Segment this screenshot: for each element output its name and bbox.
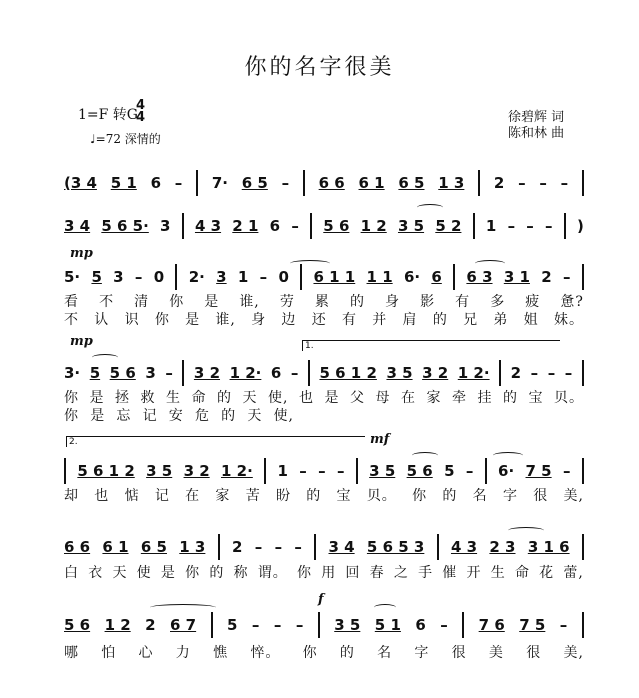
lyric-char: 字: [414, 645, 430, 661]
lyric-char: 心: [138, 645, 154, 661]
lyric-char: 记: [142, 408, 158, 424]
lyric-char: 使,: [273, 408, 294, 424]
dash: –: [254, 538, 263, 556]
dash: –: [251, 616, 260, 634]
dash: –: [560, 174, 569, 192]
key-signature: 1=F 转G: [78, 107, 138, 123]
lyric-char: 劳: [279, 294, 295, 310]
lyric-char: 命: [514, 565, 530, 581]
lyric-char: 贝。: [366, 488, 397, 504]
barline: [582, 360, 584, 386]
notation-row-6: [64, 534, 584, 560]
lyric-char: 的: [209, 565, 225, 581]
dynamic-f: f: [318, 592, 324, 607]
note-group: 6: [431, 268, 442, 286]
note-group: 4 3: [450, 538, 478, 556]
notation-row-1: [64, 170, 584, 196]
note-group: 6: [150, 174, 162, 192]
lyric-char: 也: [298, 390, 314, 406]
note-group: 5 6: [64, 616, 91, 634]
barline: [314, 534, 316, 560]
note-group: 5 6 1 2: [77, 462, 135, 480]
note-group: 5 1: [374, 616, 401, 634]
note-group: 1 3: [438, 174, 465, 192]
lyric-char: 称: [233, 565, 249, 581]
lyric-char: 你: [64, 390, 79, 406]
lyric-char: 识: [124, 312, 140, 328]
lyric-char: 怕: [101, 645, 117, 661]
lyric-char: 贝。: [553, 390, 584, 406]
lyric-char: 肩: [402, 312, 418, 328]
barline: [211, 612, 213, 638]
lyric-char: 你: [64, 408, 79, 424]
dynamic-mp: mp: [70, 246, 93, 261]
note-group: 3: [113, 268, 124, 286]
lyric-char: 之: [393, 565, 409, 581]
lyric-char: 清: [134, 294, 150, 310]
note-group: 6 7: [170, 616, 197, 634]
lyric-char: 的: [221, 408, 237, 424]
note-group: 3 4: [64, 217, 91, 235]
lyric-char: 累: [314, 294, 330, 310]
note-group: 5 2: [435, 217, 462, 235]
dash: –: [564, 364, 573, 382]
note-group: 3 5: [146, 462, 173, 480]
barline: [175, 264, 177, 290]
barline: [182, 360, 184, 386]
lyric-char: 救: [140, 390, 156, 406]
lyric-char: 还: [311, 312, 327, 328]
lyric-char: 手: [418, 565, 434, 581]
lyric-char: 蕾,: [563, 565, 584, 581]
lyric-char: 谁,: [215, 312, 236, 328]
dash: –: [174, 174, 183, 192]
lyric-char: 用: [321, 565, 337, 581]
lyric-char: 拯: [115, 390, 130, 406]
lyric-char: 惫?: [560, 294, 584, 310]
note-group: 2: [541, 268, 552, 286]
lyric-char: 谓。: [257, 565, 288, 581]
lyric-line-5: [64, 485, 584, 505]
barline: [473, 213, 475, 239]
lyric-char: 的: [306, 488, 322, 504]
dash: –: [545, 217, 553, 235]
volta-first-ending: 1.: [302, 340, 560, 351]
dash: –: [562, 268, 571, 286]
song-title: 你的名字很美: [244, 55, 395, 80]
note-group: 2: [510, 364, 522, 382]
tempo-marking: ♩=72 深情的: [90, 132, 161, 146]
lyric-char: 边: [281, 312, 297, 328]
barline: [582, 170, 584, 196]
dash: –: [559, 616, 568, 634]
lyric-char: 憔: [213, 645, 229, 661]
lyric-char: 的: [349, 294, 365, 310]
note-group: 3 5: [369, 462, 396, 480]
notation-row-2: [64, 213, 584, 239]
barline: [196, 170, 198, 196]
lyric-char: 影: [420, 294, 436, 310]
note-group: 5: [89, 364, 101, 382]
note-group: 5: [444, 462, 455, 480]
lyric-char: 力: [175, 645, 191, 661]
dash: –: [336, 462, 345, 480]
note-group: 2: [493, 174, 505, 192]
note-group: 3: [216, 268, 227, 286]
note-group: 1: [237, 268, 249, 286]
lyric-char: 危: [194, 408, 210, 424]
lyric-char: 名: [472, 488, 488, 504]
notation-row-7: [64, 612, 584, 638]
barline: [182, 213, 184, 239]
barline: [264, 458, 266, 484]
note-group: 3 5: [334, 616, 361, 634]
lyric-char: 字: [502, 488, 518, 504]
note-group: 2·: [188, 268, 205, 286]
lyric-char: 是: [204, 294, 220, 310]
lyric-char: 家: [426, 390, 442, 406]
dash: –: [165, 364, 173, 382]
note-group: 3 1 6: [527, 538, 570, 556]
lyric-char: 是: [324, 390, 340, 406]
note-group: 5: [91, 268, 102, 286]
note-group: 1 2·: [229, 364, 262, 382]
lyric-char: 白: [64, 565, 79, 581]
note-group: 5 6: [109, 364, 136, 382]
lyric-char: 回: [345, 565, 361, 581]
lyric-char: 悴。: [250, 645, 281, 661]
lyric-char: 的: [442, 488, 458, 504]
barline: [582, 612, 584, 638]
note-group: 6 1 1: [313, 268, 356, 286]
note-group: 3 2: [193, 364, 221, 382]
dynamic-mp: mp: [70, 334, 93, 349]
lyric-char: 催: [442, 565, 458, 581]
lyric-char: 是: [89, 390, 105, 406]
note-group: 3 2: [183, 462, 210, 480]
dash: –: [526, 217, 534, 235]
note-group: 6 1: [358, 174, 385, 192]
lyric-char: 很: [451, 645, 467, 661]
note-group: 5 6 5·: [101, 217, 149, 235]
barline: [437, 534, 439, 560]
lyric-line-4a: [64, 387, 584, 407]
lyric-char: 美,: [563, 645, 584, 661]
note-group: 1 2·: [457, 364, 490, 382]
note-group: 2 3: [489, 538, 516, 556]
note-group: 6 5: [398, 174, 425, 192]
note-group: 0: [278, 268, 289, 286]
note-group: 3: [145, 364, 156, 382]
lyric-char: 的: [502, 390, 518, 406]
lyric-char: 的: [432, 312, 448, 328]
lyric-char: 是: [160, 565, 176, 581]
lyric-char: 兄: [463, 312, 479, 328]
note-group: 2 1: [232, 217, 259, 235]
barline: [564, 213, 566, 239]
lyric-line-3a: [64, 291, 584, 311]
lyric-char: 苦: [245, 488, 261, 504]
note-group: 6: [270, 364, 282, 382]
dash: –: [281, 174, 290, 192]
note-group: 1: [485, 217, 497, 235]
note-group: 6: [269, 217, 281, 235]
note-group: 6 6: [64, 538, 91, 556]
lyric-char: 的: [339, 645, 355, 661]
lyric-char: 生: [166, 390, 181, 406]
dash: –: [299, 462, 307, 480]
dash: –: [291, 217, 299, 235]
lyric-char: 美,: [563, 488, 584, 504]
lyric-char: 是: [185, 312, 201, 328]
lyric-char: 安: [168, 408, 184, 424]
note-group: 3 5: [397, 217, 425, 235]
lyric-char: 不: [99, 294, 115, 310]
lyric-char: 是: [90, 408, 106, 424]
dash: –: [318, 462, 326, 480]
lyric-char: 在: [185, 488, 201, 504]
note-group: 6: [415, 616, 426, 634]
lyric-char: 姐: [523, 312, 539, 328]
note-group: 7 5: [525, 462, 552, 480]
note-group: 6·: [498, 462, 515, 480]
note-group: 6 6: [318, 174, 345, 192]
lyric-char: 也: [94, 488, 110, 504]
note-group: 1 2·: [221, 462, 253, 480]
barline: [499, 360, 501, 386]
barline: [462, 612, 464, 638]
lyric-char: 哪: [64, 645, 79, 661]
dash: –: [290, 364, 299, 382]
notation-row-5: [64, 458, 584, 484]
note-group: 5 6: [406, 462, 433, 480]
lyric-char: 命: [191, 390, 207, 406]
note-group: 0: [153, 268, 165, 286]
lyric-line-7: [64, 642, 584, 662]
lyric-char: 天: [242, 390, 258, 406]
lyric-char: 使,: [268, 390, 289, 406]
slur-mark: [417, 204, 443, 211]
note-group: 3: [160, 217, 171, 235]
lyric-char: 家: [215, 488, 231, 504]
lyric-char: 看: [64, 294, 79, 310]
barline: [356, 458, 358, 484]
note-group: 4 3: [194, 217, 222, 235]
note-group: 7 6: [478, 616, 505, 634]
dash: –: [547, 364, 556, 382]
dash: –: [507, 217, 516, 235]
lyric-char: 身: [251, 312, 267, 328]
notation-row-3: [64, 264, 584, 290]
lyric-char: 你: [412, 488, 428, 504]
barline: [300, 264, 302, 290]
note-group: 1 2: [104, 616, 131, 634]
dash: –: [273, 616, 282, 634]
note-group: 5 1: [110, 174, 137, 192]
barline: [453, 264, 455, 290]
note-group: 5·: [64, 268, 81, 286]
dash: –: [134, 268, 143, 286]
lyric-char: 弟: [493, 312, 509, 328]
note-group: 3 4: [328, 538, 355, 556]
note-group: 7 5: [519, 616, 546, 634]
note-group: 5 6 1 2: [319, 364, 377, 382]
dynamic-mf: mf: [370, 432, 390, 447]
dash: –: [440, 616, 448, 634]
time-signature-bottom: 4: [136, 110, 146, 125]
lyric-char: 忘: [116, 408, 132, 424]
slur-mark: [508, 527, 544, 534]
notation-row-4: [64, 360, 584, 386]
barline: [582, 458, 584, 484]
note-group: 1: [277, 462, 288, 480]
note-group: 3 2: [422, 364, 449, 382]
repeat-close: ): [577, 217, 584, 235]
lyric-char: 牵: [451, 390, 467, 406]
dash: –: [530, 364, 539, 382]
lyric-char: 美: [488, 645, 504, 661]
lyric-char: 你: [302, 645, 318, 661]
barline: [485, 458, 487, 484]
lyric-char: 记: [154, 488, 170, 504]
note-group: 2: [232, 538, 243, 556]
lyric-char: 却: [64, 488, 79, 504]
dash: –: [295, 616, 304, 634]
lyric-char: 有: [341, 312, 357, 328]
lyric-char: 你: [154, 312, 170, 328]
lyric-line-6: [64, 562, 584, 582]
note-group: 5 6: [323, 217, 350, 235]
lyric-char: 宝: [336, 488, 352, 504]
note-group: 3·: [64, 364, 81, 382]
dash: –: [465, 462, 474, 480]
lyric-char: 宝: [528, 390, 544, 406]
note-group: 7·: [211, 174, 228, 192]
lyric-char: 多: [490, 294, 506, 310]
lyric-char: 谁,: [239, 294, 260, 310]
lyric-char: 在: [400, 390, 416, 406]
time-signature-top: 4: [136, 98, 146, 113]
dash: –: [274, 538, 283, 556]
lyric-char: 父: [349, 390, 365, 406]
lyric-char: 身: [385, 294, 401, 310]
note-group: 3 5: [386, 364, 413, 382]
barline: [478, 170, 480, 196]
note-group: 1 3: [179, 538, 206, 556]
lyric-char: 你: [185, 565, 201, 581]
note-group: 5: [227, 616, 238, 634]
lyric-line-3b: [64, 309, 584, 329]
lyric-char: 很: [526, 645, 542, 661]
note-group: 6 3: [466, 268, 493, 286]
lyric-char: 天: [112, 565, 128, 581]
lyric-char: 疲: [525, 294, 541, 310]
barline: [64, 458, 66, 484]
barline: [310, 213, 312, 239]
barline: [303, 170, 305, 196]
lyric-char: 惦: [124, 488, 140, 504]
lyric-char: 不: [64, 312, 79, 328]
lyricist-credit: 徐碧辉 词: [508, 110, 565, 125]
composer-credit: 陈和林 曲: [508, 126, 565, 141]
lyric-char: 很: [533, 488, 549, 504]
dash: –: [518, 174, 526, 192]
lyric-char: 开: [466, 565, 482, 581]
barline: [218, 534, 220, 560]
lyric-char: 花: [539, 565, 555, 581]
dash: –: [294, 538, 302, 556]
note-group: 3 1: [503, 268, 530, 286]
lyric-char: 春: [369, 565, 385, 581]
note-group: (3 4: [64, 174, 97, 192]
lyric-char: 名: [377, 645, 393, 661]
slur-mark: [150, 604, 216, 611]
lyric-char: 使: [136, 565, 152, 581]
lyric-char: 母: [375, 390, 391, 406]
note-group: 6 5: [241, 174, 268, 192]
lyric-char: 你: [296, 565, 312, 581]
note-group: 6 5: [140, 538, 167, 556]
note-group: 5 6 5 3: [366, 538, 425, 556]
lyric-char: 天: [247, 408, 263, 424]
volta-second-ending: 2.: [66, 436, 365, 447]
lyric-char: 你: [169, 294, 185, 310]
dash: –: [259, 268, 268, 286]
lyric-char: 认: [94, 312, 110, 328]
lyric-char: 有: [455, 294, 471, 310]
barline: [318, 612, 320, 638]
barline: [308, 360, 310, 386]
lyric-char: 并: [372, 312, 388, 328]
lyric-line-4b: [64, 405, 294, 425]
barline: [582, 264, 584, 290]
lyric-char: 衣: [88, 565, 104, 581]
lyric-char: 的: [217, 390, 232, 406]
dash: –: [562, 462, 571, 480]
lyric-char: 妹。: [553, 312, 584, 328]
time-signature: [136, 100, 145, 124]
barline: [582, 534, 584, 560]
lyric-char: 生: [490, 565, 506, 581]
dash: –: [539, 174, 547, 192]
lyric-char: 盼: [275, 488, 291, 504]
note-group: 1 2: [360, 217, 387, 235]
note-group: 2: [145, 616, 156, 634]
lyric-char: 挂: [477, 390, 493, 406]
note-group: 6 1: [102, 538, 129, 556]
slur-mark: [374, 604, 396, 611]
note-group: 1 1: [366, 268, 393, 286]
note-group: 6·: [403, 268, 421, 286]
